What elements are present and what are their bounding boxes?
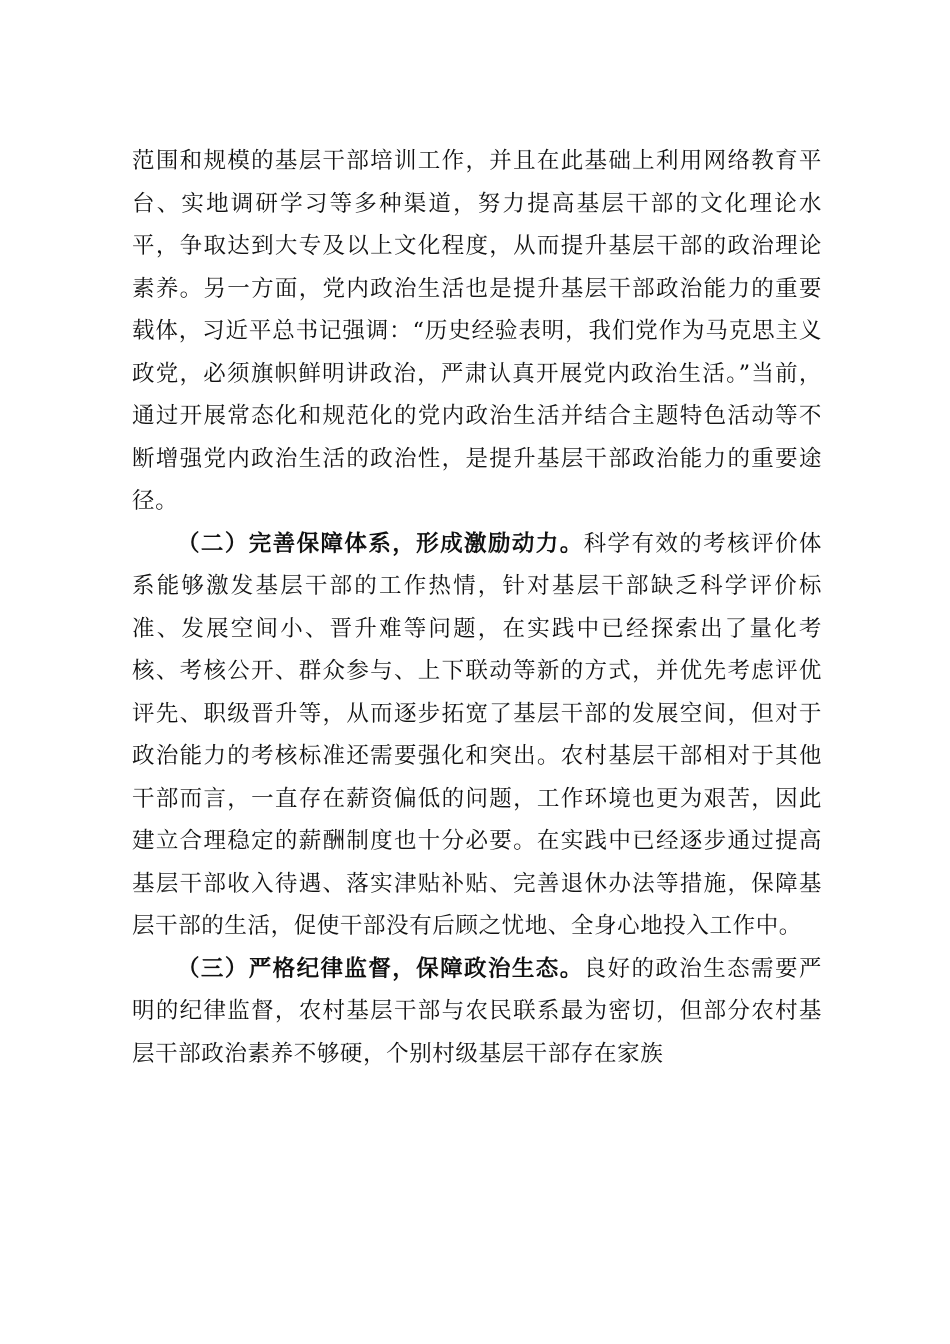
section-heading: （二）完善保障体系，形成激励动力。 <box>177 530 584 557</box>
paragraph-continuation <box>132 140 822 523</box>
paragraph-text: 良好的政治生态需要严明的纪律监督，农村基层干部与农民联系最为密切，但部分农村基层干部政治素养不够硬，个别村级基层干部存在家族 <box>132 955 822 1067</box>
paragraph-text: 科学有效的考核评价体系能够激发基层干部的工作热情，针对基层干部缺乏科学评价标准、发展空间小、晋升难等问题，在实践中已经探索出了量化考核、考核公开、群众参与、上下联动等新的方式，并优先考虑评优评先、职级晋升等，从而逐步拓宽了基层干部的发展空间，但对于政治能力的考核标准还需要强化和突出。农村基层干部相对于其他干部而言，一直存在薪资偏低的问题，工作环境也更为艰苦，因此建立合理稳定的薪酬制度也十分必要。在实践中已经逐步通过提高基层干部收入待遇、落实津贴补贴、完善退休办法等措施，保障基层干部的生活，促使干部没有后顾之忧地、全身心地投入工作中。 <box>132 530 822 939</box>
document-body <box>132 140 822 1075</box>
section-heading: （三）严格纪律监督，保障政治生态。 <box>177 955 584 982</box>
paragraph-section-2 <box>132 523 822 948</box>
paragraph-section-3 <box>132 948 822 1076</box>
paragraph-text: 范围和规模的基层干部培训工作，并且在此基础上利用网络教育平台、实地调研学习等多种渠道，努力提高基层干部的文化理论水平，争取达到大专及以上文化程度，从而提升基层干部的政治理论素养。另一方面，党内政治生活也是提升基层干部政治能力的重要载体，习近平总书记强调：“历史经验表明，我们党作为马克思主义政党，必须旗帜鲜明讲政治，严肃认真开展党内政治生活。”当前，通过开展常态化和规范化的党内政治生活并结合主题特色活动等不断增强党内政治生活的政治性，是提升基层干部政治能力的重要途径。 <box>132 148 822 514</box>
